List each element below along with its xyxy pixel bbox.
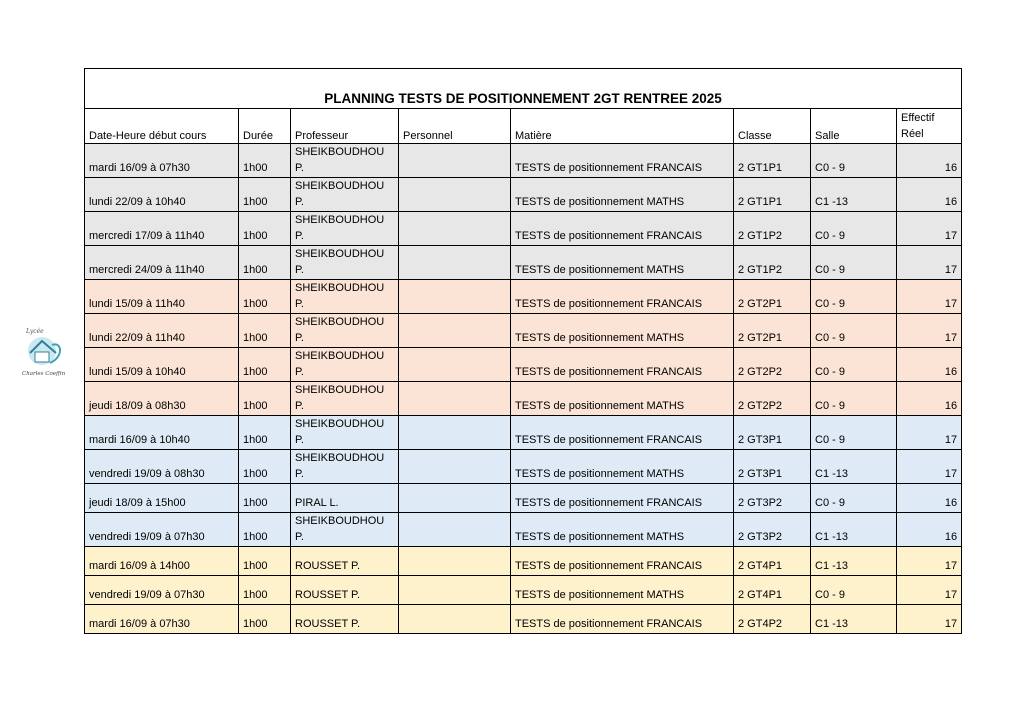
- cell-classe: 2 GT4P1: [734, 576, 811, 605]
- cell-salle: C1 -13: [811, 513, 897, 547]
- cell-salle: C0 - 9: [811, 246, 897, 280]
- cell-salle: C1 -13: [811, 547, 897, 576]
- professeur-initial: P.: [295, 332, 304, 344]
- cell-personnel: [399, 212, 511, 246]
- cell-date: lundi 15/09 à 11h40: [85, 280, 239, 314]
- cell-duree: 1h00: [239, 484, 291, 513]
- cell-professeur: [291, 314, 399, 348]
- cell-date: mercredi 17/09 à 11h40: [85, 212, 239, 246]
- cell-matiere: TESTS de positionnement MATHS: [511, 314, 734, 348]
- header-salle: Salle: [811, 109, 897, 144]
- professeur-initial: P.: [295, 366, 304, 378]
- cell-classe: 2 GT3P1: [734, 416, 811, 450]
- table-row: [85, 212, 962, 246]
- cell-effectif: 17: [897, 246, 962, 280]
- table-row: [85, 178, 962, 212]
- cell-professeur: [291, 416, 399, 450]
- header-date: Date-Heure début cours: [85, 109, 239, 144]
- cell-matiere: TESTS de positionnement MATHS: [511, 178, 734, 212]
- cell-date: lundi 22/09 à 11h40: [85, 314, 239, 348]
- cell-effectif: 17: [897, 212, 962, 246]
- header-effectif-line2: Réel: [901, 128, 924, 140]
- cell-personnel: [399, 576, 511, 605]
- cell-personnel: [399, 513, 511, 547]
- cell-personnel: [399, 246, 511, 280]
- cell-effectif: 17: [897, 314, 962, 348]
- cell-classe: 2 GT4P2: [734, 605, 811, 634]
- header-professeur: Professeur: [291, 109, 399, 144]
- cell-personnel: [399, 314, 511, 348]
- table-row: [85, 314, 962, 348]
- cell-date: mardi 16/09 à 14h00: [85, 547, 239, 576]
- cell-personnel: [399, 178, 511, 212]
- cell-classe: 2 GT1P2: [734, 246, 811, 280]
- professeur-name: SHEIKBOUDHOU: [295, 248, 385, 260]
- professeur-name: SHEIKBOUDHOU: [295, 418, 385, 430]
- logo-bottom-text: Charles Coeffin: [22, 371, 66, 377]
- professeur-initial: P.: [295, 230, 304, 242]
- cell-salle: C0 - 9: [811, 484, 897, 513]
- cell-effectif: 17: [897, 605, 962, 634]
- cell-duree: 1h00: [239, 450, 291, 484]
- cell-salle: C0 - 9: [811, 212, 897, 246]
- cell-professeur: [291, 450, 399, 484]
- table-row: [85, 382, 962, 416]
- cell-matiere: TESTS de positionnement MATHS: [511, 382, 734, 416]
- cell-classe: 2 GT1P2: [734, 212, 811, 246]
- cell-date: mardi 16/09 à 07h30: [85, 144, 239, 178]
- professeur-name: SHEIKBOUDHOU: [295, 146, 385, 158]
- cell-date: jeudi 18/09 à 08h30: [85, 382, 239, 416]
- cell-personnel: [399, 348, 511, 382]
- cell-effectif: 17: [897, 450, 962, 484]
- table-row: [85, 547, 962, 576]
- cell-salle: C0 - 9: [811, 280, 897, 314]
- cell-classe: 2 GT4P1: [734, 547, 811, 576]
- cell-date: lundi 22/09 à 10h40: [85, 178, 239, 212]
- cell-effectif: 16: [897, 382, 962, 416]
- cell-duree: 1h00: [239, 416, 291, 450]
- professeur-name: SHEIKBOUDHOU: [295, 384, 385, 396]
- table-row: [85, 144, 962, 178]
- cell-professeur: [291, 605, 399, 634]
- page-title: PLANNING TESTS DE POSITIONNEMENT 2GT RENTREE 2025: [85, 69, 962, 109]
- professeur-initial: P.: [295, 400, 304, 412]
- cell-personnel: [399, 547, 511, 576]
- cell-professeur: [291, 178, 399, 212]
- cell-professeur: [291, 280, 399, 314]
- header-classe: Classe: [734, 109, 811, 144]
- cell-professeur: [291, 144, 399, 178]
- cell-salle: C1 -13: [811, 450, 897, 484]
- cell-matiere: TESTS de positionnement FRANCAIS: [511, 484, 734, 513]
- logo-top-text: Lycée: [26, 328, 44, 335]
- cell-classe: 2 GT1P1: [734, 144, 811, 178]
- cell-duree: 1h00: [239, 246, 291, 280]
- cell-matiere: TESTS de positionnement MATHS: [511, 576, 734, 605]
- cell-effectif: 17: [897, 280, 962, 314]
- cell-personnel: [399, 144, 511, 178]
- cell-classe: 2 GT3P2: [734, 484, 811, 513]
- cell-matiere: TESTS de positionnement MATHS: [511, 246, 734, 280]
- table-row: [85, 416, 962, 450]
- header-personnel: Personnel: [399, 109, 511, 144]
- professeur-name: SHEIKBOUDHOU: [295, 350, 385, 362]
- cell-matiere: TESTS de positionnement FRANCAIS: [511, 416, 734, 450]
- cell-date: vendredi 19/09 à 07h30: [85, 576, 239, 605]
- cell-matiere: TESTS de positionnement FRANCAIS: [511, 212, 734, 246]
- table-row: [85, 513, 962, 547]
- cell-salle: C1 -13: [811, 605, 897, 634]
- cell-duree: 1h00: [239, 348, 291, 382]
- table-row: [85, 605, 962, 634]
- cell-duree: 1h00: [239, 576, 291, 605]
- professeur-name: ROUSSET P.: [295, 589, 361, 601]
- professeur-initial: P.: [295, 264, 304, 276]
- table-row: [85, 246, 962, 280]
- cell-professeur: [291, 513, 399, 547]
- cell-classe: 2 GT2P1: [734, 280, 811, 314]
- table-row: [85, 576, 962, 605]
- cell-effectif: 16: [897, 348, 962, 382]
- cell-duree: 1h00: [239, 212, 291, 246]
- cell-duree: 1h00: [239, 178, 291, 212]
- professeur-name: SHEIKBOUDHOU: [295, 282, 385, 294]
- professeur-name: SHEIKBOUDHOU: [295, 515, 385, 527]
- cell-effectif: 16: [897, 144, 962, 178]
- cell-personnel: [399, 484, 511, 513]
- cell-effectif: 17: [897, 416, 962, 450]
- table-row: [85, 450, 962, 484]
- professeur-name: PIRAL L.: [295, 497, 339, 509]
- cell-matiere: TESTS de positionnement MATHS: [511, 450, 734, 484]
- school-logo: [20, 323, 74, 379]
- professeur-name: SHEIKBOUDHOU: [295, 214, 385, 226]
- cell-date: mercredi 24/09 à 11h40: [85, 246, 239, 280]
- title-row: [85, 69, 962, 109]
- header-effectif-line1: Effectif: [901, 112, 935, 124]
- professeur-name: ROUSSET P.: [295, 618, 361, 630]
- cell-matiere: TESTS de positionnement FRANCAIS: [511, 144, 734, 178]
- cell-professeur: [291, 246, 399, 280]
- cell-classe: 2 GT3P2: [734, 513, 811, 547]
- professeur-initial: P.: [295, 196, 304, 208]
- planning-sheet: [84, 68, 961, 634]
- cell-salle: C0 - 9: [811, 576, 897, 605]
- planning-table: [84, 68, 962, 634]
- cell-professeur: [291, 484, 399, 513]
- cell-matiere: TESTS de positionnement FRANCAIS: [511, 348, 734, 382]
- cell-professeur: [291, 576, 399, 605]
- cell-effectif: 16: [897, 178, 962, 212]
- school-logo-icon: [20, 323, 74, 379]
- cell-matiere: TESTS de positionnement FRANCAIS: [511, 547, 734, 576]
- cell-classe: 2 GT2P2: [734, 348, 811, 382]
- cell-salle: C0 - 9: [811, 382, 897, 416]
- professeur-name: SHEIKBOUDHOU: [295, 452, 385, 464]
- cell-duree: 1h00: [239, 605, 291, 634]
- cell-effectif: 17: [897, 547, 962, 576]
- professeur-initial: P.: [295, 162, 304, 174]
- cell-professeur: [291, 547, 399, 576]
- header-effectif: [897, 109, 962, 144]
- cell-classe: 2 GT2P1: [734, 314, 811, 348]
- cell-date: vendredi 19/09 à 07h30: [85, 513, 239, 547]
- cell-personnel: [399, 605, 511, 634]
- cell-duree: 1h00: [239, 144, 291, 178]
- professeur-initial: P.: [295, 531, 304, 543]
- cell-matiere: TESTS de positionnement MATHS: [511, 513, 734, 547]
- cell-personnel: [399, 450, 511, 484]
- professeur-name: SHEIKBOUDHOU: [295, 180, 385, 192]
- table-row: [85, 348, 962, 382]
- header-matiere: Matière: [511, 109, 734, 144]
- cell-duree: 1h00: [239, 382, 291, 416]
- header-row: [85, 109, 962, 144]
- cell-date: vendredi 19/09 à 08h30: [85, 450, 239, 484]
- cell-matiere: TESTS de positionnement FRANCAIS: [511, 605, 734, 634]
- cell-date: mardi 16/09 à 07h30: [85, 605, 239, 634]
- cell-personnel: [399, 382, 511, 416]
- professeur-initial: P.: [295, 468, 304, 480]
- cell-matiere: TESTS de positionnement FRANCAIS: [511, 280, 734, 314]
- professeur-initial: P.: [295, 298, 304, 310]
- professeur-name: ROUSSET P.: [295, 560, 361, 572]
- cell-effectif: 16: [897, 513, 962, 547]
- professeur-initial: P.: [295, 434, 304, 446]
- cell-effectif: 17: [897, 576, 962, 605]
- cell-personnel: [399, 416, 511, 450]
- cell-salle: C0 - 9: [811, 314, 897, 348]
- cell-classe: 2 GT2P2: [734, 382, 811, 416]
- cell-salle: C0 - 9: [811, 348, 897, 382]
- cell-classe: 2 GT3P1: [734, 450, 811, 484]
- cell-date: lundi 15/09 à 10h40: [85, 348, 239, 382]
- cell-salle: C0 - 9: [811, 144, 897, 178]
- cell-salle: C0 - 9: [811, 416, 897, 450]
- cell-duree: 1h00: [239, 547, 291, 576]
- cell-effectif: 16: [897, 484, 962, 513]
- cell-professeur: [291, 212, 399, 246]
- table-row: [85, 280, 962, 314]
- table-row: [85, 484, 962, 513]
- cell-duree: 1h00: [239, 513, 291, 547]
- cell-classe: 2 GT1P1: [734, 178, 811, 212]
- header-duree: Durée: [239, 109, 291, 144]
- cell-date: mardi 16/09 à 10h40: [85, 416, 239, 450]
- cell-professeur: [291, 382, 399, 416]
- cell-duree: 1h00: [239, 314, 291, 348]
- cell-professeur: [291, 348, 399, 382]
- cell-salle: C1 -13: [811, 178, 897, 212]
- cell-personnel: [399, 280, 511, 314]
- cell-duree: 1h00: [239, 280, 291, 314]
- professeur-name: SHEIKBOUDHOU: [295, 316, 385, 328]
- cell-date: jeudi 18/09 à 15h00: [85, 484, 239, 513]
